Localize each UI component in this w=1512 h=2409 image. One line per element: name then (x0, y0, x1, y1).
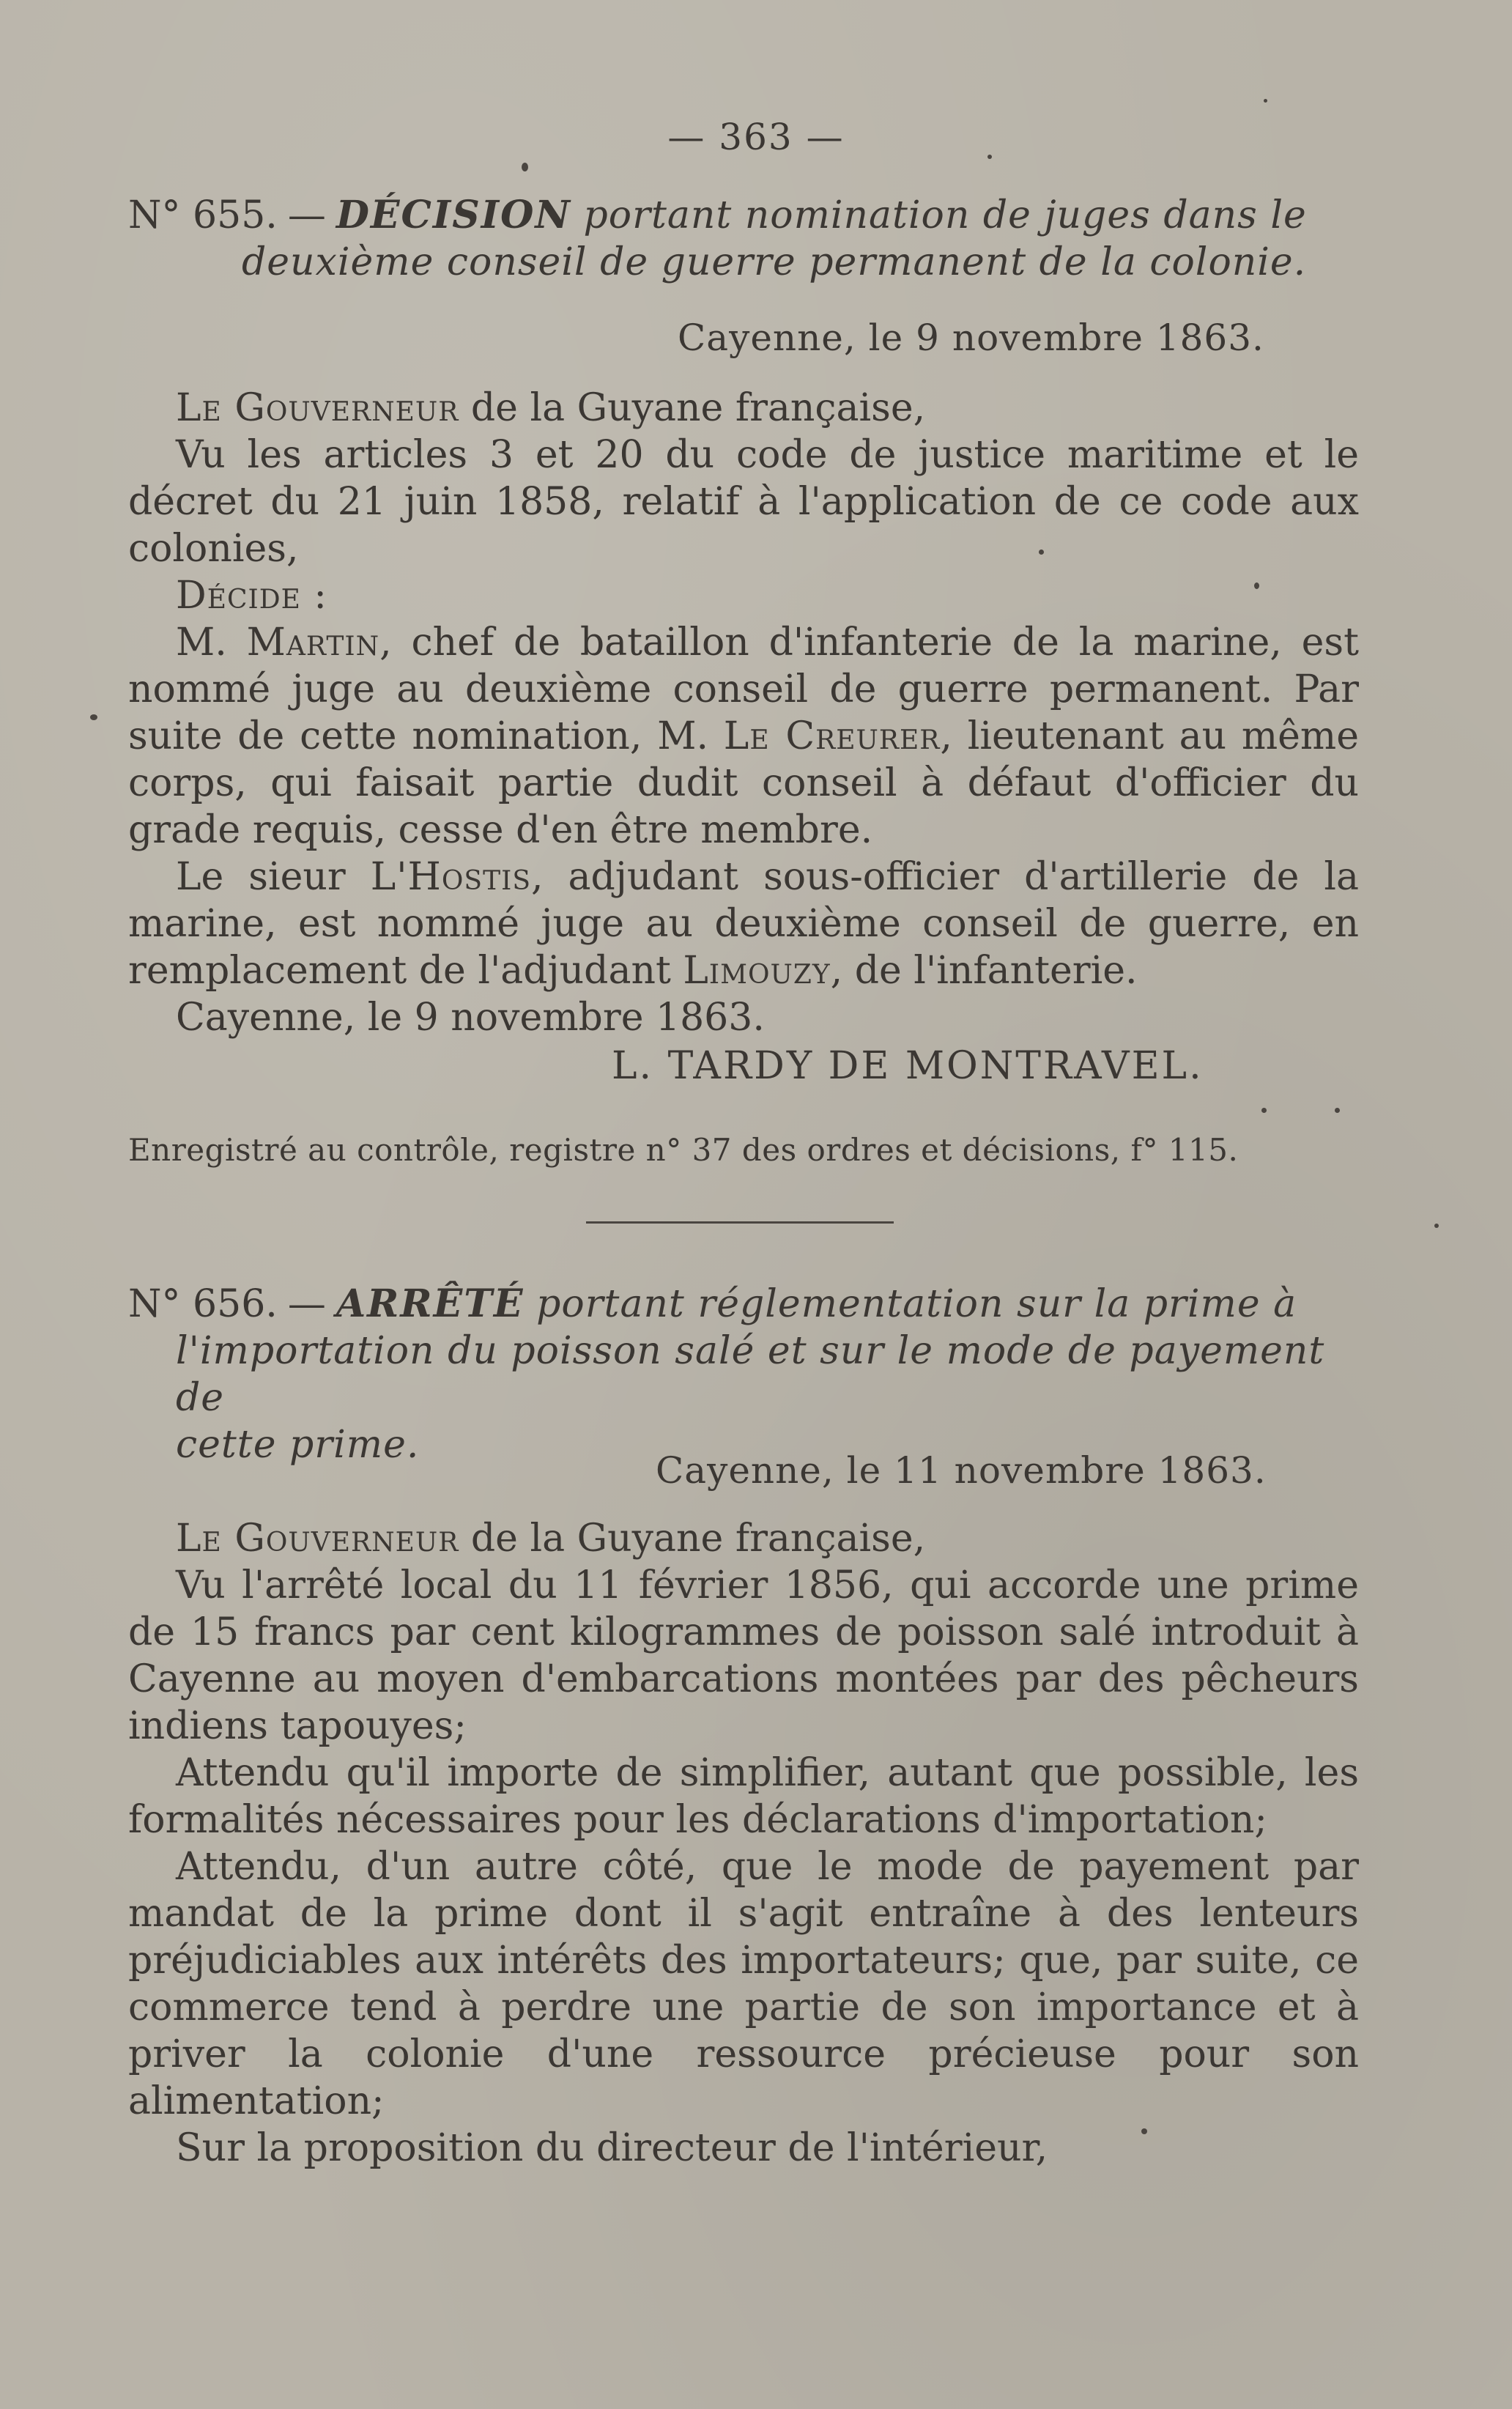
decision-655-dateline: Cayenne, le 9 novembre 1863. (678, 317, 1264, 359)
decision-655-title-line2: deuxième conseil de guerre permanent de la colonie. (242, 240, 1307, 284)
paper-speck (1039, 549, 1044, 555)
arrete-656-title-line3: cette prime. (176, 1423, 420, 1467)
section-divider (586, 1221, 894, 1224)
decision-655-body (128, 385, 1359, 1041)
paper-speck (1141, 2128, 1147, 2134)
decision-655-decide: Décide : (176, 574, 327, 618)
decision-655-registration: Enregistré au contrôle, registre n° 37 des ordres et décisions, f° 115. (128, 1132, 1239, 1168)
paper-speck (90, 714, 97, 720)
decision-655-heading: N° 655. — DÉCISION portant nomination de juges dans le deuxième conseil de guerre permanent de la colonie. (128, 192, 1359, 286)
arrete-656-body (128, 1515, 1359, 2172)
decision-655-vu: Vu les articles 3 et 20 du code de justice maritime et le décret du 21 juin 1858, relatif à l'application de ce code aux colonies, (128, 433, 1359, 571)
decision-655-closing-date: Cayenne, le 9 novembre 1863. (176, 996, 765, 1040)
arrete-656-dateline: Cayenne, le 11 novembre 1863. (656, 1449, 1267, 1492)
decision-655-article-2: Le sieur L'Hostis, adjudant sous-officier d'artillerie de la marine, est nommé juge au deuxième conseil de guerre, en remplacement de l'adjudant Limouzy, de l'infanterie. (128, 855, 1360, 993)
decision-655-title-line1: portant nomination de juges dans le (583, 193, 1307, 237)
arrete-656-title-line2: l'importation du poisson salé et sur le mode de payement de (176, 1329, 1325, 1420)
page-number: — 363 — (667, 116, 845, 158)
paper-speck (1335, 1108, 1340, 1113)
arrete-656-number: N° 656. (128, 1282, 278, 1326)
paper-speck (987, 155, 992, 159)
paper-speck (1434, 1224, 1439, 1228)
arrete-656-attendu-1: Attendu qu'il importe de simplifier, autant que possible, les formalités nécessaires pour les déclarations d'importation; (128, 1751, 1359, 1842)
decision-655-signature: L. TARDY DE MONTRAVEL. (612, 1044, 1204, 1088)
paper-speck (1261, 1108, 1267, 1113)
decision-655-article-1: M. Martin, chef de bataillon d'infanterie de la marine, est nommé juge au deuxième conseil de guerre permanent. Par suite de cette nomination, M. Le Creurer, lieutenant au même corps, qui faisait partie dudit conseil à défaut d'officier du grade requis, cesse d'en être membre. (128, 621, 1360, 852)
arrete-656-kind: ARRÊTÉ (336, 1281, 525, 1326)
arrete-656-title-line1: portant réglementation sur la prime à (536, 1282, 1297, 1326)
arrete-656-heading: N° 656. — ARRÊTÉ portant réglementation sur la prime à l'importation du poisson salé et sur le mode de payement de cette prime. (128, 1281, 1359, 1468)
decision-655-number: N° 655. (128, 193, 278, 237)
arrete-656-attendu-2: Attendu, d'un autre côté, que le mode de payement par mandat de la prime dont il s'agit entraîne à des lenteurs préjudiciables aux intérêts des importateurs; que, par suite, ce commerce tend à perdre une partie de son importance et à priver la colonie d'une ressource précieuse pour son alimentation; (128, 1845, 1359, 2123)
paper-speck (1264, 99, 1267, 103)
arrete-656-vu: Vu l'arrêté local du 11 février 1856, qui accorde une prime de 15 francs par cent kilogrammes de poisson salé introduit à Cayenne au moyen d'embarcations montées par des pêcheurs indiens tapouyes; (128, 1564, 1359, 1748)
arrete-656-intro: Le Gouverneur de la Guyane française, (176, 1517, 926, 1561)
decision-655-intro: Le Gouverneur de la Guyane française, (176, 386, 926, 430)
paper-speck (522, 163, 528, 171)
arrete-656-sur-proposition: Sur la proposition du directeur de l'intérieur, (176, 2126, 1048, 2170)
decision-655-kind: DÉCISION (336, 193, 571, 237)
paper-speck (1254, 582, 1259, 589)
